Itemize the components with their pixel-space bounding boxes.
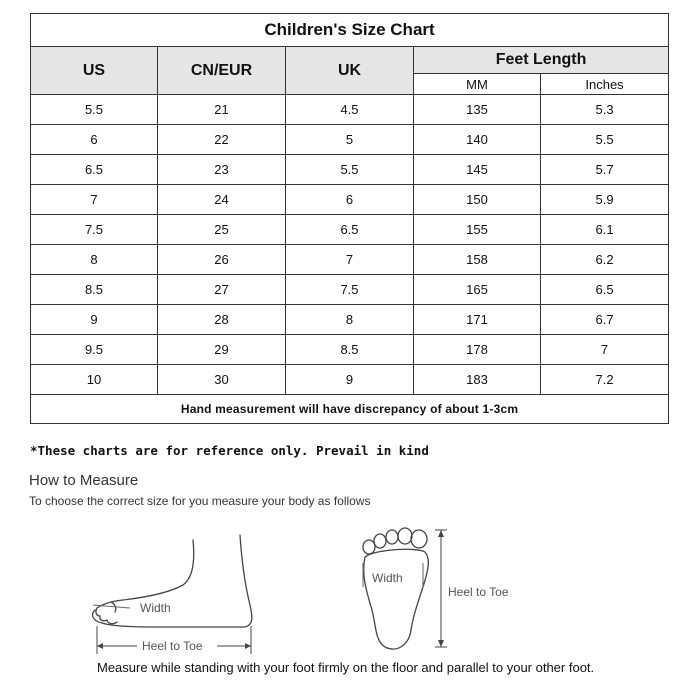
cell-mm: 140 xyxy=(414,125,541,155)
measure-instruction: Measure while standing with your foot firmly on the floor and parallel to your other foot. xyxy=(97,660,595,675)
cell-inches: 5.5 xyxy=(541,125,669,155)
measurement-note: Hand measurement will have discrepancy of about 1-3cm xyxy=(31,395,669,424)
sole-width-label: Width xyxy=(372,571,403,585)
table-row xyxy=(31,95,669,125)
table-row xyxy=(31,365,669,395)
cell-cn-eur: 30 xyxy=(158,365,286,395)
cell-uk: 7.5 xyxy=(286,275,414,305)
header-us: US xyxy=(31,47,158,95)
size-rows xyxy=(31,95,669,395)
cell-cn-eur: 28 xyxy=(158,305,286,335)
cell-mm: 158 xyxy=(414,245,541,275)
cell-cn-eur: 24 xyxy=(158,185,286,215)
size-chart-table xyxy=(30,13,669,424)
cell-uk: 8 xyxy=(286,305,414,335)
cell-us: 5.5 xyxy=(31,95,158,125)
cell-us: 7.5 xyxy=(31,215,158,245)
cell-inches: 6.2 xyxy=(541,245,669,275)
cell-cn-eur: 21 xyxy=(158,95,286,125)
header-feet-length: Feet Length xyxy=(414,47,669,74)
cell-cn-eur: 26 xyxy=(158,245,286,275)
cell-mm: 165 xyxy=(414,275,541,305)
cell-us: 8.5 xyxy=(31,275,158,305)
cell-uk: 9 xyxy=(286,365,414,395)
cell-mm: 135 xyxy=(414,95,541,125)
cell-inches: 6.5 xyxy=(541,275,669,305)
how-to-measure-title: How to Measure xyxy=(29,472,139,489)
cell-us: 7 xyxy=(31,185,158,215)
cell-uk: 6 xyxy=(286,185,414,215)
table-row xyxy=(31,215,669,245)
cell-us: 6 xyxy=(31,125,158,155)
cell-uk: 5 xyxy=(286,125,414,155)
table-row xyxy=(31,275,669,305)
cell-mm: 145 xyxy=(414,155,541,185)
header-uk: UK xyxy=(286,47,414,95)
cell-cn-eur: 25 xyxy=(158,215,286,245)
cell-uk: 6.5 xyxy=(286,215,414,245)
cell-cn-eur: 22 xyxy=(158,125,286,155)
sole-foot-diagram xyxy=(345,525,535,655)
cell-inches: 5.9 xyxy=(541,185,669,215)
side-foot-diagram xyxy=(85,530,275,658)
cell-mm: 150 xyxy=(414,185,541,215)
table-row xyxy=(31,125,669,155)
table-row xyxy=(31,245,669,275)
cell-inches: 6.1 xyxy=(541,215,669,245)
cell-cn-eur: 27 xyxy=(158,275,286,305)
cell-mm: 183 xyxy=(414,365,541,395)
sole-heel-to-toe-label: Heel to Toe xyxy=(448,585,509,599)
cell-uk: 5.5 xyxy=(286,155,414,185)
reference-note: *These charts are for reference only. Prevail in kind xyxy=(30,443,429,458)
chart-title: Children's Size Chart xyxy=(31,14,669,47)
header-cn-eur: CN/EUR xyxy=(158,47,286,95)
cell-uk: 7 xyxy=(286,245,414,275)
table-row xyxy=(31,305,669,335)
cell-inches: 7 xyxy=(541,335,669,365)
cell-us: 9 xyxy=(31,305,158,335)
cell-cn-eur: 29 xyxy=(158,335,286,365)
cell-inches: 5.7 xyxy=(541,155,669,185)
cell-inches: 7.2 xyxy=(541,365,669,395)
header-mm: MM xyxy=(414,74,541,95)
header-inches: Inches xyxy=(541,74,669,95)
cell-us: 10 xyxy=(31,365,158,395)
cell-inches: 5.3 xyxy=(541,95,669,125)
how-to-measure-subtitle: To choose the correct size for you measure your body as follows xyxy=(29,494,371,508)
cell-us: 8 xyxy=(31,245,158,275)
table-row xyxy=(31,185,669,215)
side-width-label: Width xyxy=(140,601,171,615)
cell-mm: 178 xyxy=(414,335,541,365)
cell-uk: 4.5 xyxy=(286,95,414,125)
cell-uk: 8.5 xyxy=(286,335,414,365)
cell-mm: 155 xyxy=(414,215,541,245)
cell-us: 6.5 xyxy=(31,155,158,185)
cell-cn-eur: 23 xyxy=(158,155,286,185)
cell-inches: 6.7 xyxy=(541,305,669,335)
table-row xyxy=(31,155,669,185)
side-heel-to-toe-label: Heel to Toe xyxy=(142,639,203,653)
cell-us: 9.5 xyxy=(31,335,158,365)
cell-mm: 171 xyxy=(414,305,541,335)
table-row xyxy=(31,335,669,365)
